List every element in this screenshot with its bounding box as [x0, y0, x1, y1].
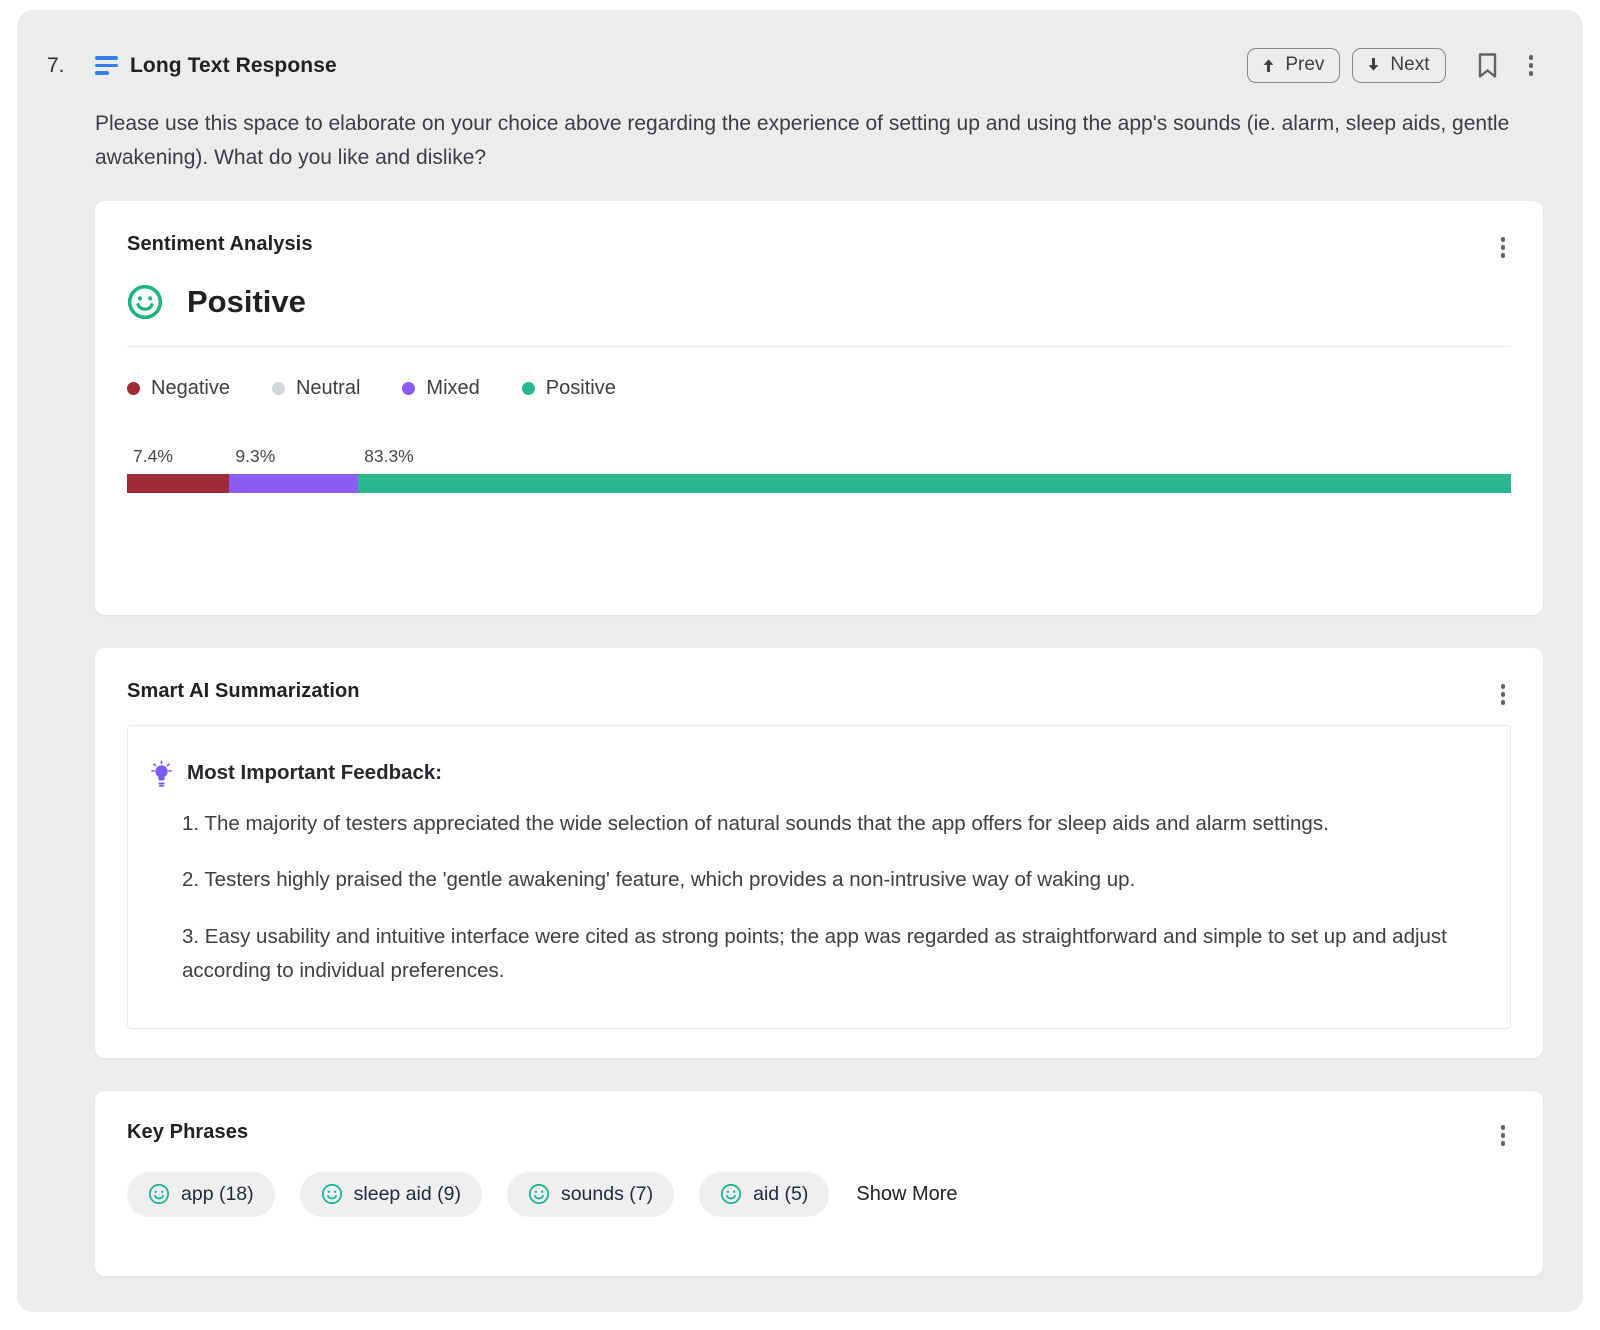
sentiment-bar-value-labels	[127, 446, 1511, 467]
legend-dot-positive	[522, 382, 535, 395]
legend-item-mixed	[402, 377, 479, 400]
sentiment-analysis-card	[95, 201, 1543, 615]
key-phrases-menu-button[interactable]	[1495, 1121, 1512, 1150]
ai-summary-points	[182, 807, 1462, 989]
bar-value-label: 7.4%	[133, 445, 173, 466]
key-phrase-chip[interactable]	[127, 1172, 275, 1217]
legend-label: Neutral	[295, 376, 361, 399]
bookmark-button[interactable]	[1476, 52, 1499, 79]
sentiment-legend	[127, 377, 1511, 400]
ai-point-1: 1. The majority of testers appreciated the wide selection of natural sounds that the app offers for sleep aids and alarm settings.	[182, 811, 1329, 835]
legend-label: Mixed	[426, 376, 480, 399]
lightbulb-icon	[149, 760, 174, 787]
sentiment-card-title: Sentiment Analysis	[127, 233, 313, 256]
sentiment-menu-button[interactable]	[1495, 233, 1512, 262]
bar-segment-positive	[358, 474, 1511, 493]
show-more-link[interactable]: Show More	[856, 1182, 958, 1205]
key-phrase-chip[interactable]	[507, 1172, 674, 1217]
long-text-icon	[95, 56, 119, 75]
sentiment-stacked-bar	[127, 474, 1511, 493]
question-block	[17, 10, 1583, 1312]
next-button[interactable]	[1352, 48, 1445, 83]
ai-point-2: 2. Testers highly praised the 'gentle awakening' feature, which provides a non-intrusive way of waking up.	[182, 868, 1136, 892]
ai-card-title: Smart AI Summarization	[127, 680, 360, 703]
legend-item-neutral	[272, 377, 360, 400]
key-phrases-card	[95, 1091, 1543, 1276]
question-header	[47, 48, 1543, 83]
smiley-icon	[528, 1183, 550, 1205]
bar-segment-negative	[127, 474, 229, 493]
chip-label: aid (5)	[753, 1182, 809, 1205]
ai-point-3: 3. Easy usability and intuitive interface were cited as strong points; the app was regarded as straightforward and simple to set up and adjust according to individual preferences.	[182, 924, 1447, 982]
chip-label: sounds (7)	[560, 1182, 654, 1205]
smiley-icon	[321, 1183, 343, 1205]
ai-summary-heading: Most Important Feedback:	[187, 761, 443, 785]
question-number: 7.	[47, 53, 65, 77]
sentiment-result-label: Positive	[187, 283, 306, 319]
smiley-icon	[148, 1183, 170, 1205]
question-type-title: Long Text Response	[130, 53, 337, 77]
legend-item-negative	[127, 377, 230, 400]
legend-dot-mixed	[402, 382, 415, 395]
ai-summary-box	[127, 725, 1511, 1030]
key-phrases-chips	[127, 1172, 1511, 1217]
key-phrase-chip[interactable]	[699, 1172, 829, 1217]
prev-button[interactable]	[1247, 48, 1340, 83]
ai-menu-button[interactable]	[1495, 680, 1512, 709]
arrow-down-icon	[1366, 57, 1381, 73]
sentiment-result	[127, 284, 1511, 320]
smiley-positive-icon	[127, 284, 163, 320]
legend-item-positive	[522, 377, 616, 400]
legend-label: Negative	[151, 376, 230, 399]
legend-dot-negative	[127, 382, 140, 395]
arrow-up-icon	[1261, 57, 1276, 73]
chip-label: sleep aid (9)	[353, 1182, 461, 1205]
bar-segment-mixed	[229, 474, 358, 493]
chip-label: app (18)	[181, 1182, 254, 1205]
question-text: Please use this space to elaborate on your choice above regarding the experience of setting up and using the app's sounds (ie. alarm, sleep aids, gentle awakening). What do you like and dislike?	[95, 112, 1510, 169]
bar-value-label: 83.3%	[364, 445, 414, 466]
divider	[127, 346, 1511, 347]
bar-value-label: 9.3%	[235, 445, 276, 466]
legend-label: Positive	[545, 376, 616, 399]
ai-summarization-card	[95, 648, 1543, 1058]
key-phrases-title: Key Phrases	[127, 1121, 249, 1144]
question-menu-button[interactable]	[1523, 51, 1540, 80]
legend-dot-neutral	[272, 382, 285, 395]
key-phrase-chip[interactable]	[300, 1172, 482, 1217]
prev-label: Prev	[1285, 54, 1325, 75]
next-label: Next	[1390, 54, 1430, 75]
bookmark-icon	[1476, 52, 1499, 79]
smiley-icon	[720, 1183, 742, 1205]
header-controls	[1247, 48, 1543, 83]
